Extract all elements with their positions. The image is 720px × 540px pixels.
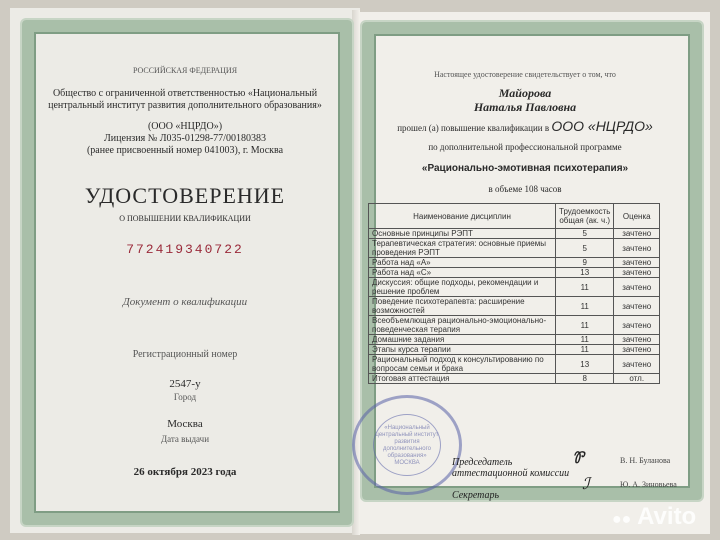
table-row xyxy=(369,374,660,384)
chair-label2: аттестационной комиссии xyxy=(452,468,570,479)
cell-discipline: Терапевтическая стратегия: основные приемы проведения РЭПТ xyxy=(369,239,556,258)
org-line2: центральный институт развития дополнительного образования» xyxy=(48,100,322,111)
cell-grade: зачтено xyxy=(614,229,660,239)
volume: в объеме 108 часов xyxy=(488,184,562,194)
chair-label1: Председатель xyxy=(452,457,513,468)
certificate-title: УДОСТОВЕРЕНИЕ xyxy=(84,183,286,208)
table-header xyxy=(369,204,660,229)
cell-hours: 8 xyxy=(556,374,614,384)
cell-grade: зачтено xyxy=(614,316,660,335)
license: Лицензия № Л035-01298-77/00180383 xyxy=(104,133,266,144)
secretary-label: Секретарь xyxy=(452,490,500,501)
cell-discipline: Основные принципы РЭПТ xyxy=(369,229,556,239)
cell-grade: зачтено xyxy=(614,278,660,297)
cell-hours: 5 xyxy=(556,239,614,258)
date-label: Дата выдачи xyxy=(160,434,210,444)
header-discipline: Наименование дисциплин xyxy=(369,204,556,229)
given-name: Наталья Павловна xyxy=(473,100,577,114)
reg-number: 2547-у xyxy=(169,378,201,390)
license-prev: (ранее присвоенный номер 041003), г. Москва xyxy=(86,145,284,156)
secretary-signature: ℐ xyxy=(582,476,590,493)
cell-discipline: Домашние задания xyxy=(369,335,556,345)
issue-date: 26 октября 2023 года xyxy=(133,466,237,478)
table-row xyxy=(369,345,660,355)
table-row xyxy=(369,316,660,335)
watermark-text: Avito xyxy=(637,503,697,530)
chair-name: В. Н. Буланова xyxy=(620,456,671,465)
cell-discipline: Итоговая аттестация xyxy=(369,374,556,384)
city: Москва xyxy=(167,418,203,430)
organization-stamp xyxy=(352,395,462,495)
city-label: Город xyxy=(173,392,197,402)
cell-hours: 5 xyxy=(556,229,614,239)
cell-discipline: Всеобъемлющая рационально-эмоционально-поведенческая терапия xyxy=(369,316,556,335)
cell-grade: зачтено xyxy=(614,355,660,374)
org-short: (ООО «НЦРДО») xyxy=(147,121,223,132)
stamp-city: МОСКВА xyxy=(394,460,420,466)
cell-grade: отл. xyxy=(614,374,660,384)
table-row xyxy=(369,268,660,278)
cell-hours: 11 xyxy=(556,345,614,355)
cell-grade: зачтено xyxy=(614,297,660,316)
cell-discipline: Работа над «А» xyxy=(369,258,556,268)
table-row xyxy=(369,355,660,374)
secretary-name: Ю. А. Зиновьева xyxy=(620,480,677,489)
cell-hours: 11 xyxy=(556,316,614,335)
cell-discipline: Поведение психотерапевта: расширение возможностей xyxy=(369,297,556,316)
cell-hours: 11 xyxy=(556,297,614,316)
stamp-text: «Национальный центральный институт развития дополнительного образования» xyxy=(375,425,439,459)
table-row xyxy=(369,239,660,258)
cell-grade: зачтено xyxy=(614,268,660,278)
cell-grade: зачтено xyxy=(614,239,660,258)
cell-grade: зачтено xyxy=(614,345,660,355)
table-row xyxy=(369,335,660,345)
table-row xyxy=(369,297,660,316)
cell-hours: 13 xyxy=(556,268,614,278)
cell-discipline: Рациональный подход к консультированию по вопросам семьи и брака xyxy=(369,355,556,374)
passed-text: прошел (а) повышение квалификации в xyxy=(397,123,550,133)
certificate-subtitle: О ПОВЫШЕНИИ КВАЛИФИКАЦИИ xyxy=(119,214,251,223)
surname: Майорова xyxy=(498,86,552,100)
intro: Настоящее удостоверение свидетельствует о том, что xyxy=(434,70,616,79)
table-row xyxy=(369,278,660,297)
program-intro: по дополнительной профессиональной программе xyxy=(428,142,622,152)
reg-label: Регистрационный номер xyxy=(132,349,238,360)
org-name: ООО «НЦРДО» xyxy=(551,118,653,134)
table-row xyxy=(369,258,660,268)
disciplines-table xyxy=(368,203,660,384)
cell-hours: 9 xyxy=(556,258,614,268)
passed-line xyxy=(360,118,690,134)
org-line1: Общество с ограниченной ответственностью «Национальный xyxy=(52,88,318,99)
header-grade: Оценка xyxy=(614,204,660,229)
avito-watermark: ●● Avito xyxy=(612,503,697,530)
cell-discipline: Этапы курса терапии xyxy=(369,345,556,355)
program-name: «Рационально-эмотивная психотерапия» xyxy=(421,163,629,174)
cell-grade: зачтено xyxy=(614,258,660,268)
cell-hours: 11 xyxy=(556,335,614,345)
serial-number: 772419340722 xyxy=(126,242,244,257)
cell-hours: 11 xyxy=(556,278,614,297)
table-row xyxy=(369,229,660,239)
cell-hours: 13 xyxy=(556,355,614,374)
header-hours: Трудоемкость общая (ак. ч.) xyxy=(556,204,614,229)
country: РОССИЙСКАЯ ФЕДЕРАЦИЯ xyxy=(132,66,238,75)
cell-discipline: Работа над «С» xyxy=(369,268,556,278)
doc-type: Документ о квалификации xyxy=(122,296,248,308)
cell-grade: зачтено xyxy=(614,335,660,345)
chair-signature: Ꮘ xyxy=(572,450,584,467)
cell-discipline: Дискуссия: общие подходы, рекомендации и решение проблем xyxy=(369,278,556,297)
